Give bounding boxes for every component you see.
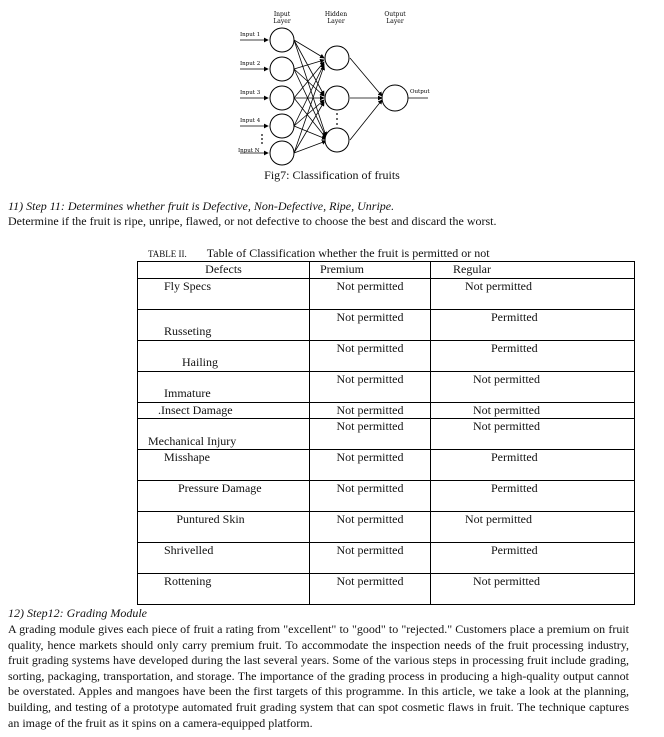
premium-cell: Not permitted [310, 371, 431, 402]
step12-text: A grading module gives each piece of fruit a rating from "excellent" to "good" to "rejected." Customers place a premium on fruit quality, hence markets should only carry premium fruit. To accommodate the inspection needs of the fruit processing industry, fruit grading systems have developed during the last several years. Some of the various steps in processing fruit include grading, sorting, packaging, transportation, and storage. The importance of the grading process in producing a high-quality output cannot be overstated. Apples and mangoes have been the first targets of this programme. In this article, we take a look at the planning, building, and testing of a prototype automated fruit grading system that can spot cosmetic flaws in fruit. The technique captures an image of the fruit as it spins on a camera-equipped platform. [8, 622, 629, 730]
defect-cell: Shrivelled [138, 543, 310, 574]
table-row [138, 481, 635, 512]
input-3-label: Input 3 [240, 90, 261, 96]
hidden-nodes [325, 46, 349, 152]
header-regular: Regular [431, 262, 635, 279]
regular-cell: Permitted [431, 309, 635, 340]
table-caption [148, 246, 490, 261]
step11-heading: 11) Step 11: Determines whether fruit is Defective, Non-Defective, Ripe, Unripe. [8, 199, 395, 213]
table-row [138, 278, 635, 309]
classification-table [137, 261, 635, 605]
defect-cell: Immature [138, 371, 310, 402]
premium-cell: Not permitted [310, 450, 431, 481]
step11-text: Determine if the fruit is ripe, unripe, flawed, or not defective to choose the best and discard the worst. [8, 214, 497, 228]
header-defects: Defects [138, 262, 310, 279]
table-row [138, 309, 635, 340]
output-label: Output [410, 89, 430, 95]
defect-cell: Fly Specs [138, 278, 310, 309]
input-ellipsis [261, 134, 263, 144]
table-number: TABLE II. [148, 249, 187, 259]
premium-cell: Not permitted [310, 419, 431, 450]
defect-cell: Pressure Damage [138, 481, 310, 512]
regular-cell: Permitted [431, 340, 635, 371]
step12-heading: 12) Step12: Grading Module [8, 606, 147, 620]
header-premium: Premium [310, 262, 431, 279]
neural-network-figure [0, 0, 664, 170]
input-layer-label-1: Input [273, 11, 291, 18]
premium-cell: Not permitted [310, 481, 431, 512]
table-row [138, 340, 635, 371]
input-layer-label-2: Layer [273, 18, 291, 25]
neural-network-diagram [0, 0, 664, 170]
input-nodes [270, 28, 294, 165]
regular-cell: Permitted [431, 481, 635, 512]
output-node [382, 85, 408, 111]
premium-cell: Not permitted [310, 278, 431, 309]
defect-cell: Russeting [138, 309, 310, 340]
hidden-ellipsis [336, 113, 338, 125]
hidden-layer-label-2: Layer [327, 18, 345, 25]
premium-cell: Not permitted [310, 543, 431, 574]
premium-cell: Not permitted [310, 512, 431, 543]
table-row [138, 543, 635, 574]
defect-cell: Misshape [138, 450, 310, 481]
table-header-row [138, 262, 635, 279]
table-row [138, 574, 635, 605]
regular-cell: Not permitted [431, 419, 635, 450]
input-arrows [240, 40, 268, 153]
regular-cell: Not permitted [431, 574, 635, 605]
output-layer-label-1: Output [384, 11, 406, 18]
hidden-layer-label-1: Hidden [324, 11, 348, 18]
premium-cell: Not permitted [310, 574, 431, 605]
regular-cell: Not permitted [431, 512, 635, 543]
defect-cell: Rottening [138, 574, 310, 605]
input-4-label: Input 4 [240, 118, 261, 124]
defect-cell: Puntured Skin [138, 512, 310, 543]
figure-caption: Fig7: Classification of fruits [264, 168, 400, 182]
table-row [138, 450, 635, 481]
table-title: Table of Classification whether the fruit is permitted or not [206, 246, 490, 260]
premium-cell: Not permitted [310, 340, 431, 371]
table-row [138, 402, 635, 419]
table-row [138, 419, 635, 450]
premium-cell: Not permitted [310, 402, 431, 419]
regular-cell: Permitted [431, 543, 635, 574]
table-row [138, 371, 635, 402]
regular-cell: Not permitted [431, 278, 635, 309]
defect-cell: Mechanical Injury [138, 419, 310, 450]
input-1-label: Input 1 [240, 32, 261, 38]
premium-cell: Not permitted [310, 309, 431, 340]
regular-cell: Permitted [431, 450, 635, 481]
regular-cell: Not permitted [431, 371, 635, 402]
input-2-label: Input 2 [240, 61, 261, 67]
table-row [138, 512, 635, 543]
regular-cell: Not permitted [431, 402, 635, 419]
input-n-label: Input N [238, 148, 260, 154]
output-layer-label-2: Layer [386, 18, 404, 25]
defect-cell: Hailing [138, 340, 310, 371]
defect-cell: .Insect Damage [138, 402, 310, 419]
